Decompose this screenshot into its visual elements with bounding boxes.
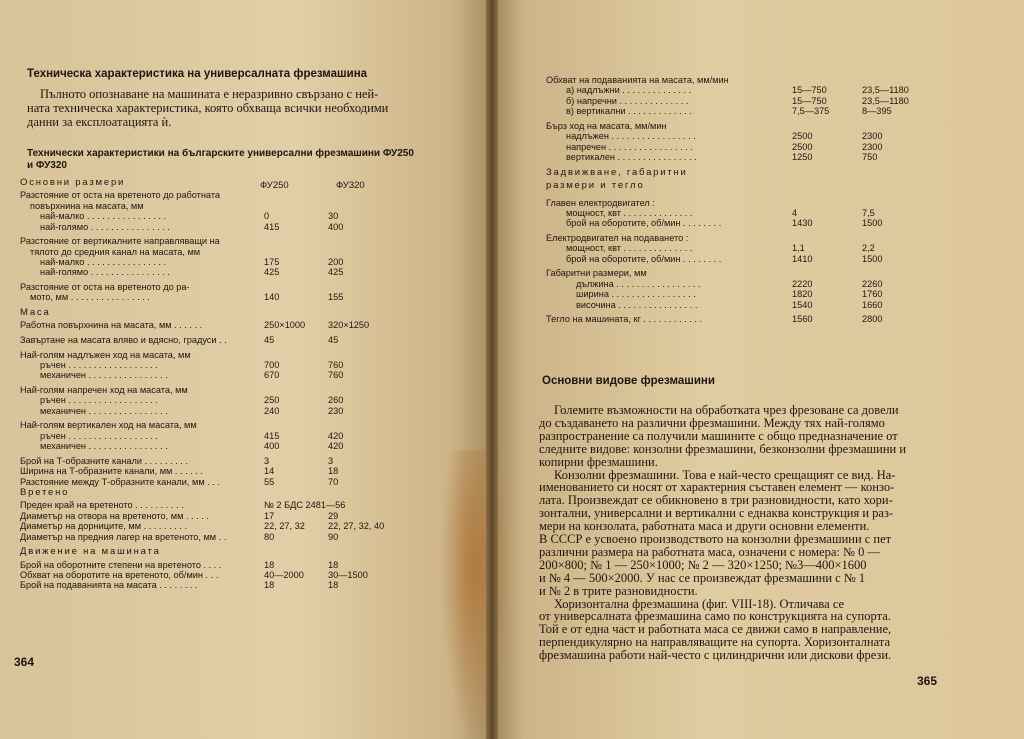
spec-value-col2: 30 bbox=[328, 211, 339, 222]
spec-value-col1: 22, 27, 32 bbox=[264, 521, 305, 532]
spec-value-col1: 4 bbox=[792, 208, 798, 218]
intro-line: данни за експлоатацията ѝ. bbox=[27, 115, 172, 129]
spec-value-col2: 8—395 bbox=[862, 106, 892, 117]
spec-value-col2: 29 bbox=[328, 510, 339, 521]
spec-value-col1: 250 bbox=[264, 395, 280, 406]
spec-label: механичен . . . . . . . . . . . . . . . . bbox=[40, 405, 168, 416]
body-text-line: В СССР е усвоено производството на конзолни фрезмашини с пет bbox=[539, 532, 892, 546]
spec-value-col1: 1250 bbox=[792, 152, 813, 162]
spec-label: Брой на подаванията на масата . . . . . . . . bbox=[20, 580, 198, 591]
spec-label: брой на оборотите, об/мин . . . . . . . . bbox=[566, 218, 722, 229]
spec-label: Брой на оборотните степени на вретеното . . . . bbox=[20, 559, 222, 570]
spec-value-col2: 420 bbox=[328, 430, 344, 441]
spec-value-col1: 415 bbox=[264, 221, 280, 232]
spec-value-col2: 1760 bbox=[862, 289, 883, 300]
spec-value-col2: 18 bbox=[328, 466, 339, 477]
spec-value-col1: 1820 bbox=[792, 289, 813, 300]
spec-value-col1: 0 bbox=[264, 211, 270, 222]
spec-label: Диаметър на отвора на вретеното, мм . . . . . bbox=[20, 510, 209, 521]
spec-label: най-малко . . . . . . . . . . . . . . . . bbox=[40, 211, 167, 222]
body-text-line: мери на конзолата, работната маса и други основни елементи. bbox=[539, 519, 870, 534]
spec-label: височина . . . . . . . . . . . . . . . . bbox=[576, 299, 698, 310]
spec-label: Диаметър на дорниците, мм . . . . . . . . . bbox=[20, 521, 188, 532]
spec-label: най-голямо . . . . . . . . . . . . . . . . bbox=[40, 267, 170, 278]
body-text-line: до създаването на различни фрезмашини. Между тях най-голямо bbox=[539, 415, 885, 430]
body-text-line: фрезмашина работи най-често с цилиндрични или дискови фрези. bbox=[539, 648, 892, 663]
body-text-line: следните видове: конзолни фрезмашини, безконзолни фрезмашини и bbox=[539, 441, 907, 456]
spec-value-col2: 320×1250 bbox=[328, 320, 370, 331]
left-page bbox=[0, 0, 492, 739]
spec-label: Електродвигател на подаването : bbox=[546, 233, 689, 243]
spec-value-col2: 1660 bbox=[862, 299, 883, 310]
spec-value-col1: 1430 bbox=[792, 218, 813, 229]
spec-label: Главен електродвигател : bbox=[546, 197, 655, 208]
spec-value-col2: 425 bbox=[328, 267, 344, 278]
spec-value-col1: 1540 bbox=[792, 299, 813, 310]
spec-value-col1: 670 bbox=[264, 370, 280, 381]
spec-label: механичен . . . . . . . . . . . . . . . . bbox=[40, 441, 168, 452]
spec-label: Разстояние от вертикалните направляващи на bbox=[20, 236, 220, 247]
spec-value-col2: 155 bbox=[328, 292, 344, 303]
left-page-title: Техническа характеристика на универсалната фрезмашина bbox=[27, 68, 368, 80]
spec-value-col1: 55 bbox=[264, 476, 275, 487]
body-text-line: разпространение са получили машините с общо предназначение от bbox=[539, 428, 898, 443]
page-number-right: 365 bbox=[917, 674, 938, 688]
spec-value-col1: 250×1000 bbox=[264, 320, 306, 331]
page-number-left: 364 bbox=[14, 655, 35, 669]
spec-label: тялото до средния канал на масата, мм bbox=[30, 246, 201, 257]
spec-value-col2: 3 bbox=[328, 455, 334, 466]
spec-label: Габаритни размери, мм bbox=[546, 268, 647, 279]
spec-value-col1: 1560 bbox=[792, 314, 813, 325]
spec-value-col2: 200 bbox=[328, 257, 344, 267]
body-text-line: лата. Произвеждат се обикновено в три разновидности, като хори- bbox=[539, 493, 893, 508]
right-section-title: Основни видове фрезмашини bbox=[542, 375, 715, 387]
spec-value-col1: 18 bbox=[264, 559, 275, 570]
spec-label: надлъжен . . . . . . . . . . . . . . . . . bbox=[566, 131, 696, 142]
spec-value-col1: 425 bbox=[264, 267, 280, 278]
body-text-line: и № 4 — 500×2000. У нас се произвеждат фрезмашини с № 1 bbox=[539, 570, 866, 585]
spec-value-col2: 2300 bbox=[862, 141, 883, 152]
body-text-line: Големите възможности на обработката чрез фрезоване са довели bbox=[554, 403, 899, 417]
spec-label: Брой на Т-образните канали . . . . . . . . . bbox=[20, 455, 188, 466]
spec-label: дължина . . . . . . . . . . . . . . . . . bbox=[576, 278, 701, 289]
spec-value-col2: 90 bbox=[328, 531, 339, 542]
spec-label: ширина . . . . . . . . . . . . . . . . . bbox=[576, 289, 696, 300]
spec-value-col1: 140 bbox=[264, 292, 280, 303]
spec-label: вертикален . . . . . . . . . . . . . . . . bbox=[566, 152, 697, 162]
spec-label: ръчен . . . . . . . . . . . . . . . . . . bbox=[40, 430, 158, 441]
spec-value-col2: 2800 bbox=[862, 314, 883, 325]
spec-label: Най-голям напречен ход на масата, мм bbox=[20, 385, 188, 395]
spec-value-col2: 760 bbox=[328, 370, 344, 381]
spec-value-col1: 1410 bbox=[792, 253, 813, 264]
spec-value-col2: 420 bbox=[328, 441, 344, 452]
spec-label: Най-голям вертикален ход на масата, мм bbox=[20, 420, 197, 431]
spec-value-col1: 2220 bbox=[792, 278, 813, 289]
table-title: Технически характеристики на българските универсални фрезмашини ФУ250 bbox=[27, 148, 414, 159]
spec-value-col2: 70 bbox=[328, 476, 339, 487]
spec-value-col1: 40—2000 bbox=[264, 570, 304, 580]
column-header-fu250: ФУ250 bbox=[260, 180, 289, 191]
spec-label: повърхнина на масата, мм bbox=[30, 200, 144, 211]
spec-label: Тегло на машината, кг . . . . . . . . . . . . bbox=[546, 314, 703, 325]
spec-label: мото, мм . . . . . . . . . . . . . . . . bbox=[30, 292, 150, 303]
table-title: и ФУ320 bbox=[27, 160, 67, 171]
body-text-line: Той е от една част и работната маса се движи само в направление, bbox=[539, 622, 892, 637]
spec-label: Ширина на Т-образните канали, мм . . . . . . bbox=[20, 466, 203, 477]
spec-value-col2: 400 bbox=[328, 221, 344, 232]
section-heading: Вретено bbox=[20, 487, 70, 498]
spec-value-col2: 45 bbox=[328, 335, 339, 345]
spec-label: Обхват на подаванията на масата, мм/мин bbox=[546, 75, 729, 85]
spec-value-col1: 415 bbox=[264, 430, 280, 441]
spec-label: Бърз ход на масата, мм/мин bbox=[546, 120, 667, 131]
spec-value-col2: 260 bbox=[328, 395, 344, 406]
spec-label: а) надлъжни . . . . . . . . . . . . . . bbox=[566, 85, 692, 96]
section-heading: Основни размери bbox=[20, 177, 126, 188]
spec-value-col2: 18 bbox=[328, 559, 339, 570]
spec-value-col1: 2500 bbox=[792, 131, 813, 142]
spec-label: в) вертикални . . . . . . . . . . . . . bbox=[566, 106, 692, 117]
spec-value-col1: 17 bbox=[264, 510, 275, 521]
spec-label: най-голямо . . . . . . . . . . . . . . . . bbox=[40, 221, 170, 232]
spec-label: Разстояние от оста на вретеното до работната bbox=[20, 190, 221, 201]
spec-value-col1: 175 bbox=[264, 257, 280, 267]
body-text-line: от универсалната фрезмашина само по конструкцията на супорта. bbox=[539, 609, 891, 624]
spec-label: напречен . . . . . . . . . . . . . . . . . bbox=[566, 141, 693, 152]
spec-label: Диаметър на предния лагер на вретеното, мм . . bbox=[20, 531, 227, 542]
spec-value-col2: 230 bbox=[328, 405, 344, 416]
body-text-line: и № 2 в трите разновидности. bbox=[539, 583, 698, 598]
spec-label: ръчен . . . . . . . . . . . . . . . . . . bbox=[40, 360, 158, 370]
spec-label: Работна повърхнина на масата, мм . . . . . . bbox=[20, 320, 203, 331]
spec-value-col2: 760 bbox=[328, 360, 344, 370]
spec-value-col1: 400 bbox=[264, 441, 280, 452]
body-text-line: именованието си носят от характерния съставен елемент — конзо- bbox=[539, 480, 895, 495]
right-page bbox=[492, 0, 1024, 739]
intro-line: ната техническа характеристика, която обхваща всички необходими bbox=[27, 101, 389, 115]
spec-value-col2: 23,5—1180 bbox=[862, 95, 909, 106]
spec-value-col2: 1500 bbox=[862, 218, 883, 229]
section-heading: Маса bbox=[20, 307, 51, 318]
body-text-line: Конзолни фрезмашини. Това е най-често срещащият се вид. На- bbox=[554, 467, 896, 482]
spec-value-col2: 30—1500 bbox=[328, 570, 368, 580]
spec-value-col2: 1500 bbox=[862, 253, 883, 264]
spec-value-col1: 3 bbox=[264, 455, 270, 466]
spec-label: Завъртане на масата вляво и вдясно, градуси . . bbox=[20, 335, 227, 345]
section-heading: размери и тегло bbox=[546, 180, 645, 191]
body-text-line: копирни фрезмашини. bbox=[539, 454, 658, 469]
spec-value-col1: 15—750 bbox=[792, 85, 827, 96]
spec-value-col1: 15—750 bbox=[792, 95, 827, 106]
spec-value-col1: 240 bbox=[264, 405, 280, 416]
spec-value-col1: 7,5—375 bbox=[792, 106, 830, 117]
spec-value-col2: 2300 bbox=[862, 131, 883, 142]
body-text-line: Хоризонтална фрезмашина (фиг. VIII-18). Отличава се bbox=[554, 596, 845, 611]
spec-label: Разстояние между Т-образните канали, мм . . . bbox=[20, 476, 220, 487]
spec-value-col1: 18 bbox=[264, 580, 275, 591]
body-text-line: перпендикулярно на направляващите на супорта. Хоризонталната bbox=[539, 635, 891, 650]
spec-label: Най-голям надлъжен ход на масата, мм bbox=[20, 349, 191, 360]
column-header-fu320: ФУ320 bbox=[336, 180, 365, 191]
book-spine bbox=[486, 0, 498, 739]
spec-label: б) напречни . . . . . . . . . . . . . . bbox=[566, 95, 689, 106]
spec-label: мощност, квт . . . . . . . . . . . . . . bbox=[566, 208, 693, 218]
spec-value-col2: 2260 bbox=[862, 278, 883, 289]
spec-label: мощност, квт . . . . . . . . . . . . . . bbox=[566, 243, 693, 254]
body-text-line: различни размера на работната маса, означени с номера: № 0 — bbox=[539, 544, 880, 559]
spec-value-col2: 18 bbox=[328, 580, 339, 591]
body-text-line: зонтални, универсални и вертикални с еднаква конструкция и раз- bbox=[539, 506, 894, 521]
spec-label: най-малко . . . . . . . . . . . . . . . . bbox=[40, 257, 167, 267]
intro-line: Пълното опознаване на машината е неразривно свързано с ней- bbox=[40, 87, 379, 101]
spec-value-col2: 7,5 bbox=[862, 208, 875, 218]
spec-value-col1: 2500 bbox=[792, 141, 813, 152]
spec-value-col2: 22, 27, 32, 40 bbox=[328, 521, 385, 532]
spec-label: ръчен . . . . . . . . . . . . . . . . . . bbox=[40, 395, 158, 406]
spec-value-col2: 2,2 bbox=[862, 243, 875, 254]
spec-value-col1: № 2 БДС 2481—56 bbox=[264, 500, 346, 511]
spec-value-col1: 700 bbox=[264, 360, 280, 370]
section-heading: Движение на машината bbox=[20, 546, 161, 558]
section-heading: Задвижване, габаритни bbox=[546, 166, 688, 178]
spec-value-col1: 1,1 bbox=[792, 243, 805, 254]
spec-label: Преден край на вретеното . . . . . . . . . . bbox=[20, 500, 184, 511]
spec-label: Обхват на оборотите на вретеното, об/мин . . . bbox=[20, 570, 219, 580]
spec-value-col1: 45 bbox=[264, 335, 275, 345]
spec-label: брой на оборотите, об/мин . . . . . . . . bbox=[566, 253, 722, 264]
spec-value-col2: 23,5—1180 bbox=[862, 85, 909, 96]
body-text-line: 200×800; № 1 — 250×1000; № 2 — 320×1250; №3—400×1600 bbox=[539, 557, 867, 572]
spec-value-col1: 14 bbox=[264, 466, 275, 477]
spec-value-col2: 750 bbox=[862, 152, 878, 162]
spec-value-col1: 80 bbox=[264, 531, 275, 542]
spec-label: Разстояние от оста на вретеното до ра- bbox=[20, 282, 190, 292]
spec-label: механичен . . . . . . . . . . . . . . . . bbox=[40, 370, 168, 381]
paper-stain bbox=[440, 450, 510, 739]
